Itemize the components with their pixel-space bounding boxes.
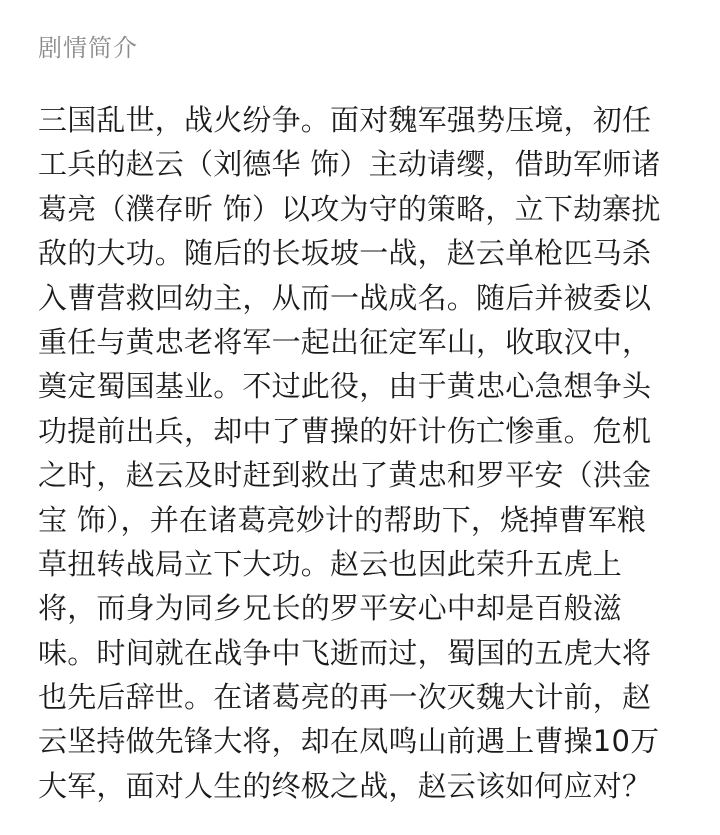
synopsis-line: 重任与黄忠老将军一起出征定军山，收取汉中， xyxy=(38,324,652,359)
synopsis-line: 入曹营救回幼主，从而一战成名。随后并被委以 xyxy=(38,280,652,315)
synopsis-line: 葛亮（濮存昕 饰）以攻为守的策略，立下劫寨扰 xyxy=(38,191,661,226)
synopsis-line: 大军，面对人生的终极之战，赵云该如何应对？ xyxy=(38,768,652,803)
section-title: 剧情简介 xyxy=(38,34,138,62)
synopsis-line: 宝 饰），并在诸葛亮妙计的帮助下，烧掉曹军粮 xyxy=(38,502,647,537)
synopsis-line: 云坚持做先锋大将，却在凤鸣山前遇上曹操10万 xyxy=(38,724,660,759)
synopsis-line: 工兵的赵云（刘德华 饰）主动请缨，借助军师诸 xyxy=(38,147,661,182)
synopsis-line: 功提前出兵，却中了曹操的奸计伤亡惨重。危机 xyxy=(38,413,652,448)
synopsis-line: 草扭转战局立下大功。赵云也因此荣升五虎上 xyxy=(38,546,623,581)
synopsis-line: 三国乱世，战火纷争。面对魏军强势压境，初任 xyxy=(38,103,652,137)
synopsis-line: 之时，赵云及时赶到救出了黄忠和罗平安（洪金 xyxy=(38,458,652,493)
synopsis-line: 也先后辞世。在诸葛亮的再一次灭魏大计前，赵 xyxy=(38,680,652,715)
synopsis-line: 将，而身为同乡兄长的罗平安心中却是百般滋 xyxy=(38,591,623,626)
synopsis-line: 敌的大功。随后的长坂坡一战，赵云单枪匹马杀 xyxy=(38,236,652,271)
synopsis-line: 味。时间就在战争中飞逝而过，蜀国的五虎大将 xyxy=(38,635,652,670)
synopsis-line: 奠定蜀国基业。不过此役，由于黄忠心急想争头 xyxy=(38,369,652,404)
synopsis-text xyxy=(38,98,688,808)
